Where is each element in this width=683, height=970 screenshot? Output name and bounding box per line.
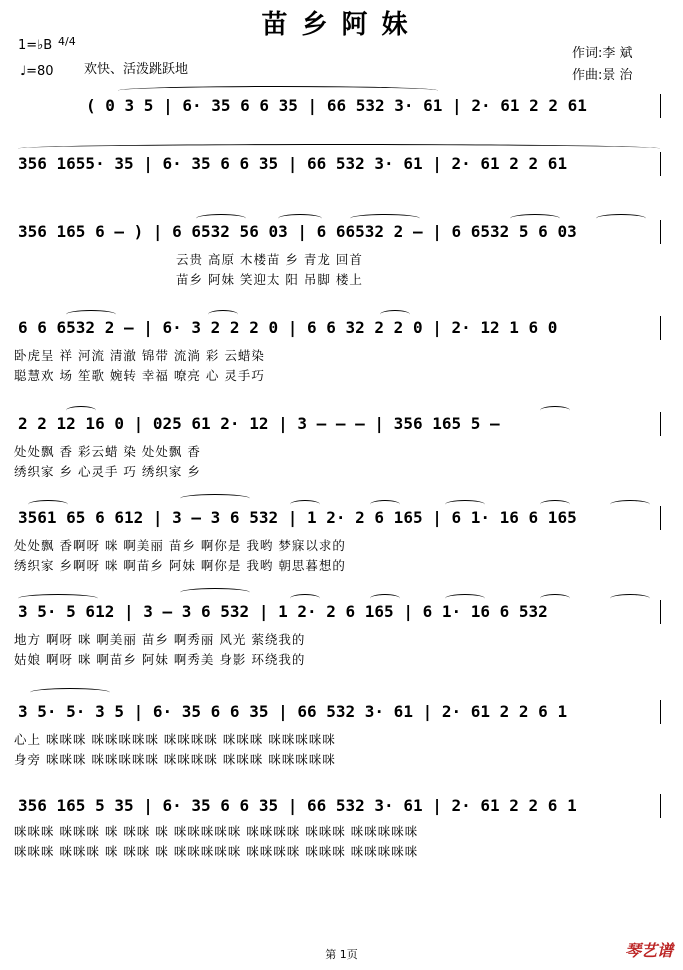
notation-line: 356 1655· 35 | 6· 35 6 6 35 | 66 532 3· 61 | 2· 61 2 2 61 — [18, 154, 568, 173]
slur — [445, 594, 485, 603]
lyric-verse-1: 处处飘 香啊呀 咪 啊美丽 苗乡 啊你是 我哟 梦寐以求的 — [14, 538, 346, 553]
barline — [660, 794, 661, 818]
slur — [370, 594, 400, 603]
lyric-verse-2: 绣织家 乡 心灵手 巧 绣织家 乡 — [14, 464, 201, 479]
slur — [610, 500, 650, 509]
barline — [660, 506, 661, 530]
slur — [380, 310, 410, 319]
slur — [18, 144, 660, 153]
slur — [510, 214, 560, 223]
notation-line: 3 5· 5 612 | 3 – 3 6 532 | 1 2· 2 6 165 | 6 1· 16 6 532 — [18, 602, 548, 621]
slur — [278, 214, 322, 223]
notation-line: ( 0 3 5 | 6· 35 6 6 35 | 66 532 3· 61 | 2· 61 2 2 61 — [86, 96, 587, 115]
slur — [370, 500, 400, 509]
slur — [180, 494, 250, 503]
slur — [350, 214, 420, 223]
slur — [610, 594, 650, 603]
slur — [66, 406, 96, 415]
notation-line: 3561 65 6 612 | 3 – 3 6 532 | 1 2· 2 6 165 | 6 1· 16 6 165 — [18, 508, 577, 527]
lyric-verse-2: 姑娘 啊呀 咪 啊苗乡 阿妹 啊秀美 身影 环绕我的 — [14, 652, 306, 667]
slur — [596, 214, 646, 223]
barline — [660, 94, 661, 118]
lyric-verse-1: 卧虎呈 祥 河流 清澈 锦带 流淌 彩 云蜡染 — [14, 348, 265, 363]
lyric-verse-1: 云贵 高原 木楼苗 乡 青龙 回首 — [176, 252, 363, 267]
song-title: 苗乡阿妹 — [261, 10, 422, 40]
notation-line: 356 165 5 35 | 6· 35 6 6 35 | 66 532 3· 61 | 2· 61 2 2 6 1 — [18, 796, 577, 815]
site-logo: 琴艺谱 — [624, 941, 673, 960]
notation-line: 3 5· 5· 3 5 | 6· 35 6 6 35 | 66 532 3· 61 | 2· 61 2 2 6 1 — [18, 702, 568, 721]
lyric-verse-2: 聪慧欢 场 笙歌 婉转 幸福 嘹亮 心 灵手巧 — [14, 368, 265, 383]
slur — [66, 310, 116, 319]
expression-marking: 欢快、活泼跳跃地 — [84, 62, 189, 77]
barline — [660, 600, 661, 624]
slur — [18, 594, 98, 603]
slur — [118, 86, 438, 95]
notation-line: 2 2 12 16 0 | 025 61 2· 12 | 3 – – – | 356 165 5 – — [18, 414, 500, 433]
slur — [28, 500, 68, 509]
lyric-verse-1: 咪咪咪 咪咪咪 咪 咪咪 咪 咪咪咪咪咪 咪咪咪咪 咪咪咪 咪咪咪咪咪 — [14, 824, 419, 839]
slur — [290, 500, 320, 509]
slur — [30, 688, 110, 697]
barline — [660, 316, 661, 340]
barline — [660, 700, 661, 724]
barline — [660, 220, 661, 244]
notation-line: 6 6 6532 2 – | 6· 3 2 2 2 0 | 6 6 32 2 2 0 | 2· 12 1 6 0 — [18, 318, 558, 337]
lyric-verse-1: 地方 啊呀 咪 啊美丽 苗乡 啊秀丽 风光 萦绕我的 — [14, 632, 306, 647]
composer-credit: 作曲:景 治 — [572, 68, 633, 83]
slur — [196, 214, 246, 223]
tempo-marking: ♩=80 — [20, 64, 54, 79]
lyric-verse-2: 绣织家 乡啊呀 咪 啊苗乡 阿妹 啊你是 我哟 朝思暮想的 — [14, 558, 346, 573]
lyric-verse-2: 苗乡 阿妹 笑迎太 阳 吊脚 楼上 — [176, 272, 363, 287]
time-signature: 4/4 — [58, 35, 76, 48]
lyric-verse-1: 处处飘 香 彩云蜡 染 处处飘 香 — [14, 444, 201, 459]
lyric-verse-2: 咪咪咪 咪咪咪 咪 咪咪 咪 咪咪咪咪咪 咪咪咪咪 咪咪咪 咪咪咪咪咪 — [14, 844, 419, 859]
lyric-verse-1: 心上 咪咪咪 咪咪咪咪咪 咪咪咪咪 咪咪咪 咪咪咪咪咪 — [14, 732, 336, 747]
slur — [540, 594, 570, 603]
lyricist-credit: 作词:李 斌 — [572, 46, 633, 61]
slur — [445, 500, 485, 509]
page-number: 第 1页 — [325, 948, 358, 961]
key-signature: 1=♭B — [18, 38, 53, 53]
slur — [208, 310, 238, 319]
slur — [290, 594, 320, 603]
slur — [180, 588, 250, 597]
barline — [660, 412, 661, 436]
slur — [540, 500, 570, 509]
notation-line: 356 165 6 – ) | 6 6532 56 03 | 6 66532 2 – | 6 6532 5 6 03 — [18, 222, 577, 241]
lyric-verse-2: 身旁 咪咪咪 咪咪咪咪咪 咪咪咪咪 咪咪咪 咪咪咪咪咪 — [14, 752, 336, 767]
slur — [540, 406, 570, 415]
barline — [660, 152, 661, 176]
